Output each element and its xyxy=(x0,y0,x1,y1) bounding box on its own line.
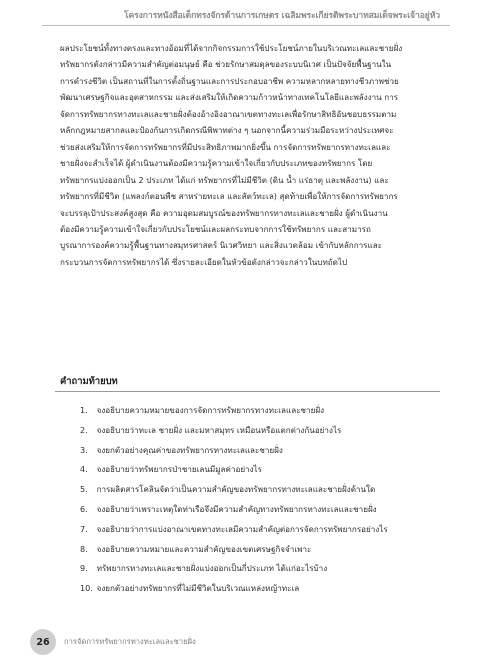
question-text: จงอธิบายว่าทรัพยากรป่าชายเลนมีมูลค่าอย่างไร xyxy=(96,464,262,475)
question-item xyxy=(80,520,440,540)
body-line: จะบรรลุเป้าประสงค์สูงสุด คือ ความอุดมสมบูรณ์ของทรัพยากรทางทะเลและชายฝั่ง ผู้ดำเนินงาน xyxy=(60,207,388,218)
body-line: ทรัพยากรดังกล่าวมีความสำคัญต่อมนุษย์ คือ ช่วยรักษาสมดุลของระบบนิเวศ เป็นปัจจัยพื้นฐานใน xyxy=(60,59,392,70)
body-line: ต้องมีความรู้ความเข้าใจเกี่ยวกับประโยชน์และผลกระทบจากการใช้ทรัพยากร และสามารถ xyxy=(60,223,371,234)
question-item xyxy=(80,559,440,579)
body-line: จัดการทรัพยากรทางทะเลและชายฝั่งต้องอ้างอิงอาณาเขตทางทะเลเพื่อรักษาสิทธิอันชอบธรรมตาม xyxy=(60,108,397,119)
question-number: 8. xyxy=(80,543,88,554)
body-line: ทรัพยากรที่มีชีวิต (แพลงก์ตอนพืช สาหร่ายทะเล และสัตว์ทะเล) สุดท้ายเพื่อให้การจัดการทรัพยากร xyxy=(60,191,398,202)
question-item xyxy=(80,540,440,560)
page-number-badge: 26 xyxy=(30,629,56,655)
body-line: ทรัพยากรแบ่งออกเป็น 2 ประเภท ได้แก่ ทรัพยากรที่ไม่มีชีวิต (ดิน น้ำ แร่ธาตุ และพลังงาน) และ xyxy=(60,174,389,185)
question-item xyxy=(80,421,440,441)
question-text: การผลิตสารโคลินจัดว่าเป็นความสำคัญของทรัพยากรทางทะเลและชายฝั่งด้านใด xyxy=(96,484,376,495)
question-number: 9. xyxy=(80,563,88,574)
page-footer xyxy=(30,628,196,656)
question-text: จงยกตัวอย่างคุณค่าของทรัพยากรทางทะเลและชายฝั่ง xyxy=(96,444,283,455)
question-item xyxy=(80,579,440,599)
body-line: ช่วยส่งเสริมให้การจัดการทรัพยากรที่มีประสิทธิภาพมากยิ่งขึ้น การจัดการทรัพยากรทางทะเลและ xyxy=(60,141,391,152)
question-item xyxy=(80,460,440,480)
question-number: 4. xyxy=(80,464,88,475)
question-item xyxy=(80,401,440,421)
body-line: พัฒนาเศรษฐกิจและอุตสาหกรรม และส่งเสริมให้เกิดความก้าวหน้าทางเทคโนโลยีและพลังงาน การ xyxy=(60,92,399,103)
running-header: โครงการหนังสือเด็กทรงจักรด้านการเกษตร เฉลิมพระเกียรติพระบาทสมเด็จพระเจ้าอยู่หัว xyxy=(123,11,440,21)
question-number: 10. xyxy=(80,583,93,594)
question-number: 1. xyxy=(80,405,88,415)
body-line: ชายฝั่งจะสำเร็จได้ ผู้ดำเนินงานต้องมีความรู้ความเข้าใจเกี่ยวกับประเภทของทรัพยากร โดย xyxy=(60,158,373,169)
question-item xyxy=(80,441,440,461)
question-text: จงอธิบายว่าการแบ่งอาณาเขตทางทะเลมีความสำคัญต่อการจัดการทรัพยากรอย่างไร xyxy=(96,523,388,534)
question-number: 7. xyxy=(80,523,88,534)
question-item xyxy=(80,500,440,520)
body-line: หลักกฎหมายสากลและป้องกันการเกิดกรณีพิพาทต่าง ๆ นอกจากนี้ความร่วมมือระหว่างประเทศจะ xyxy=(60,125,394,136)
body-line: บูรณาการองค์ความรู้พื้นฐานทางสมุทรศาสตร์ นิเวศวิทยา และสิ่งแวดล้อม เข้ากับหลักการและ xyxy=(60,240,383,251)
question-number: 2. xyxy=(80,424,88,435)
question-number: 3. xyxy=(80,444,88,455)
question-item xyxy=(80,480,440,500)
question-text: ทรัพยากรทางทะเลและชายฝั่งแบ่งออกเป็นกี่ประเภท ได้แก่อะไรบ้าง xyxy=(96,563,328,574)
header-rule xyxy=(42,25,450,26)
question-text: จงอธิบายว่าเพราะเหตุใดท่าเรือจึงมีความสำคัญทางทรัพยากรทางทะเลและชายฝั่ง xyxy=(96,503,377,514)
section-title: คำถามท้ายบท xyxy=(60,376,118,387)
question-list xyxy=(80,401,440,599)
question-number: 5. xyxy=(80,484,88,495)
section-rule xyxy=(55,391,440,392)
body-line: ผลประโยชน์ทั้งทางตรงและทางอ้อมที่ได้จากกิจกรรมการใช้ประโยชน์ภายในบริเวณทะเลและชายฝั่ง xyxy=(60,43,403,53)
question-text: จงอธิบายความหมายและความสำคัญของเขตเศรษฐกิจจำเพาะ xyxy=(96,543,312,554)
question-text: จงอธิบายว่าทะเล ชายฝั่ง และมหาสมุทร เหมือนหรือแตกต่างกันอย่างไร xyxy=(96,424,342,435)
body-line: กระบวนการจัดการทรัพยากรได้ ซึ่งรายละเอียดในหัวข้อดังกล่าวจะกล่าวในบทถัดไป xyxy=(60,256,348,267)
question-text: จงยกตัวอย่างทรัพยากรที่ไม่มีชีวิตในบริเวณแหล่งหญ้าทะเล xyxy=(96,583,300,594)
question-text: จงอธิบายความหมายของการจัดการทรัพยากรทางทะเลและชายฝั่ง xyxy=(96,405,325,415)
question-number: 6. xyxy=(80,503,88,514)
footer-text: การจัดการทรัพยากรทางทะเลและชายฝั่ง xyxy=(64,637,196,646)
body-line: การดำรงชีวิต เป็นสถานที่ในการตั้งถิ่นฐานและการประกอบอาชีพ ความหลากหลายทางชีวภาพช่วย xyxy=(60,75,399,86)
body-paragraph xyxy=(60,40,434,270)
